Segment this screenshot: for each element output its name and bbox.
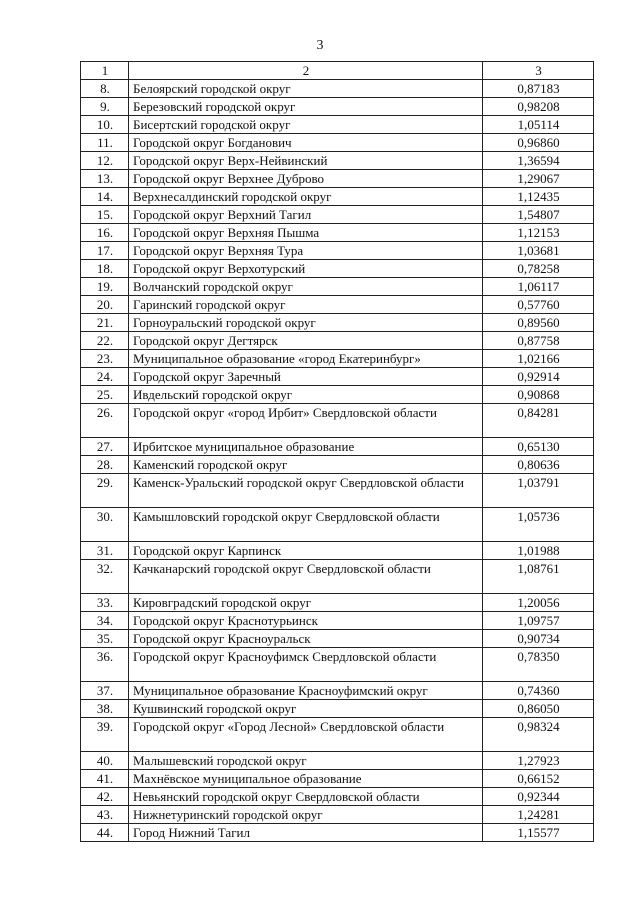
municipality-name: Городской округ Красноуральск	[129, 630, 483, 648]
table-row	[81, 350, 594, 368]
row-number: 17.	[81, 242, 129, 260]
coefficient-value: 1,03681	[483, 242, 594, 260]
municipality-name: Муниципальное образование Красноуфимский округ	[129, 682, 483, 700]
row-number: 30.	[81, 508, 129, 542]
coefficient-value: 1,01988	[483, 542, 594, 560]
municipality-name: Кушвинский городской округ	[129, 700, 483, 718]
row-number: 26.	[81, 404, 129, 438]
municipality-name: Городской округ Верх-Нейвинский	[129, 152, 483, 170]
municipality-name: Каменск-Уральский городской округ Свердловской области	[129, 474, 483, 508]
table-row	[81, 278, 594, 296]
coefficient-value: 1,05114	[483, 116, 594, 134]
row-number: 39.	[81, 718, 129, 752]
row-number: 34.	[81, 612, 129, 630]
coefficient-value: 1,02166	[483, 350, 594, 368]
coefficient-value: 1,09757	[483, 612, 594, 630]
row-number: 41.	[81, 770, 129, 788]
row-number: 13.	[81, 170, 129, 188]
row-number: 21.	[81, 314, 129, 332]
row-number: 35.	[81, 630, 129, 648]
column-header-value: 3	[483, 62, 594, 80]
row-number: 9.	[81, 98, 129, 116]
table-row	[81, 456, 594, 474]
table-row	[81, 98, 594, 116]
coefficient-value: 1,24281	[483, 806, 594, 824]
row-number: 23.	[81, 350, 129, 368]
coefficient-value: 0,96860	[483, 134, 594, 152]
municipality-name: Гаринский городской округ	[129, 296, 483, 314]
column-header-name: 2	[129, 62, 483, 80]
municipality-name: Верхнесалдинский городской округ	[129, 188, 483, 206]
coefficient-value: 0,90868	[483, 386, 594, 404]
municipality-name: Городской округ Верхнее Дуброво	[129, 170, 483, 188]
row-number: 37.	[81, 682, 129, 700]
coefficient-value: 1,27923	[483, 752, 594, 770]
table-row	[81, 752, 594, 770]
municipality-name: Город Нижний Тагил	[129, 824, 483, 842]
table-row	[81, 224, 594, 242]
coefficient-value: 0,87758	[483, 332, 594, 350]
row-number: 18.	[81, 260, 129, 278]
table-row	[81, 116, 594, 134]
row-number: 12.	[81, 152, 129, 170]
coefficient-value: 0,74360	[483, 682, 594, 700]
row-number: 43.	[81, 806, 129, 824]
table-body	[81, 80, 594, 842]
coefficient-value: 1,29067	[483, 170, 594, 188]
table-row	[81, 314, 594, 332]
table-row	[81, 438, 594, 456]
municipality-name: Нижнетуринский городской округ	[129, 806, 483, 824]
row-number: 14.	[81, 188, 129, 206]
table-row	[81, 368, 594, 386]
coefficient-value: 0,57760	[483, 296, 594, 314]
page-number: 3	[316, 38, 324, 53]
row-number: 19.	[81, 278, 129, 296]
row-number: 44.	[81, 824, 129, 842]
municipality-name: Городской округ Заречный	[129, 368, 483, 386]
row-number: 15.	[81, 206, 129, 224]
table-row	[81, 170, 594, 188]
row-number: 25.	[81, 386, 129, 404]
municipality-name: Городской округ Верхний Тагил	[129, 206, 483, 224]
coefficient-value: 0,98208	[483, 98, 594, 116]
coefficient-value: 0,86050	[483, 700, 594, 718]
table-row	[81, 206, 594, 224]
municipality-name: Городской округ «город Ирбит» Свердловской области	[129, 404, 483, 438]
row-number: 40.	[81, 752, 129, 770]
coefficient-value: 0,90734	[483, 630, 594, 648]
table-row	[81, 630, 594, 648]
municipality-name: Волчанский городской округ	[129, 278, 483, 296]
coefficient-value: 0,92914	[483, 368, 594, 386]
row-number: 24.	[81, 368, 129, 386]
coefficient-value: 0,78350	[483, 648, 594, 682]
row-number: 11.	[81, 134, 129, 152]
coefficient-value: 1,54807	[483, 206, 594, 224]
row-number: 42.	[81, 788, 129, 806]
table-row	[81, 770, 594, 788]
coefficient-value: 0,66152	[483, 770, 594, 788]
table-row	[81, 648, 594, 682]
table-row	[81, 188, 594, 206]
coefficient-value: 0,98324	[483, 718, 594, 752]
table-row	[81, 542, 594, 560]
municipality-name: Кировградский городской округ	[129, 594, 483, 612]
municipality-name: Бисертский городской округ	[129, 116, 483, 134]
row-number: 27.	[81, 438, 129, 456]
table-row	[81, 242, 594, 260]
coefficient-value: 0,84281	[483, 404, 594, 438]
table-row	[81, 474, 594, 508]
coefficient-value: 0,92344	[483, 788, 594, 806]
coefficient-value: 0,89560	[483, 314, 594, 332]
table-row	[81, 260, 594, 278]
row-number: 8.	[81, 80, 129, 98]
row-number: 33.	[81, 594, 129, 612]
table-header-row	[81, 62, 594, 80]
municipality-name: Махнёвское муниципальное образование	[129, 770, 483, 788]
municipality-name: Качканарский городской округ Свердловской области	[129, 560, 483, 594]
municipality-name: Муниципальное образование «город Екатеринбург»	[129, 350, 483, 368]
coefficient-value: 1,08761	[483, 560, 594, 594]
row-number: 22.	[81, 332, 129, 350]
municipality-name: Ирбитское муниципальное образование	[129, 438, 483, 456]
municipality-name: Городской округ Верхняя Тура	[129, 242, 483, 260]
municipality-name: Ивдельский городской округ	[129, 386, 483, 404]
coefficient-value: 1,05736	[483, 508, 594, 542]
municipality-name: Белоярский городской округ	[129, 80, 483, 98]
row-number: 31.	[81, 542, 129, 560]
table-row	[81, 594, 594, 612]
municipality-name: Камышловский городской округ Свердловской области	[129, 508, 483, 542]
table-row	[81, 718, 594, 752]
table-row	[81, 404, 594, 438]
table-row	[81, 682, 594, 700]
municipality-name: Городской округ Карпинск	[129, 542, 483, 560]
row-number: 28.	[81, 456, 129, 474]
coefficient-value: 1,36594	[483, 152, 594, 170]
table-row	[81, 700, 594, 718]
table-row	[81, 332, 594, 350]
municipality-name: Невьянский городской округ Свердловской области	[129, 788, 483, 806]
coefficient-value: 1,20056	[483, 594, 594, 612]
coefficient-value: 1,15577	[483, 824, 594, 842]
municipality-name: Городской округ Краснотурьинск	[129, 612, 483, 630]
table-row	[81, 80, 594, 98]
municipality-name: Городской округ Дегтярск	[129, 332, 483, 350]
row-number: 29.	[81, 474, 129, 508]
table-row	[81, 386, 594, 404]
coefficient-value: 1,03791	[483, 474, 594, 508]
row-number: 32.	[81, 560, 129, 594]
row-number: 36.	[81, 648, 129, 682]
municipality-name: Городской округ Верхняя Пышма	[129, 224, 483, 242]
municipality-name: Малышевский городской округ	[129, 752, 483, 770]
municipality-name: Горноуральский городской округ	[129, 314, 483, 332]
coefficient-value: 0,78258	[483, 260, 594, 278]
table-row	[81, 806, 594, 824]
municipality-name: Городской округ Богданович	[129, 134, 483, 152]
column-header-number: 1	[81, 62, 129, 80]
coefficient-value: 0,87183	[483, 80, 594, 98]
municipality-coefficients-table	[80, 61, 594, 842]
municipality-name: Городской округ Верхотурский	[129, 260, 483, 278]
table-row	[81, 152, 594, 170]
municipality-name: Городской округ Красноуфимск Свердловской области	[129, 648, 483, 682]
table-row	[81, 560, 594, 594]
row-number: 38.	[81, 700, 129, 718]
row-number: 16.	[81, 224, 129, 242]
municipality-name: Каменский городской округ	[129, 456, 483, 474]
table-row	[81, 824, 594, 842]
coefficient-value: 1,12435	[483, 188, 594, 206]
municipality-name: Березовский городской округ	[129, 98, 483, 116]
municipality-name: Городской округ «Город Лесной» Свердловской области	[129, 718, 483, 752]
coefficient-value: 0,65130	[483, 438, 594, 456]
table-row	[81, 134, 594, 152]
table-row	[81, 612, 594, 630]
table-row	[81, 508, 594, 542]
row-number: 10.	[81, 116, 129, 134]
row-number: 20.	[81, 296, 129, 314]
coefficient-value: 1,12153	[483, 224, 594, 242]
coefficient-value: 1,06117	[483, 278, 594, 296]
table-row	[81, 296, 594, 314]
table-row	[81, 788, 594, 806]
coefficient-value: 0,80636	[483, 456, 594, 474]
